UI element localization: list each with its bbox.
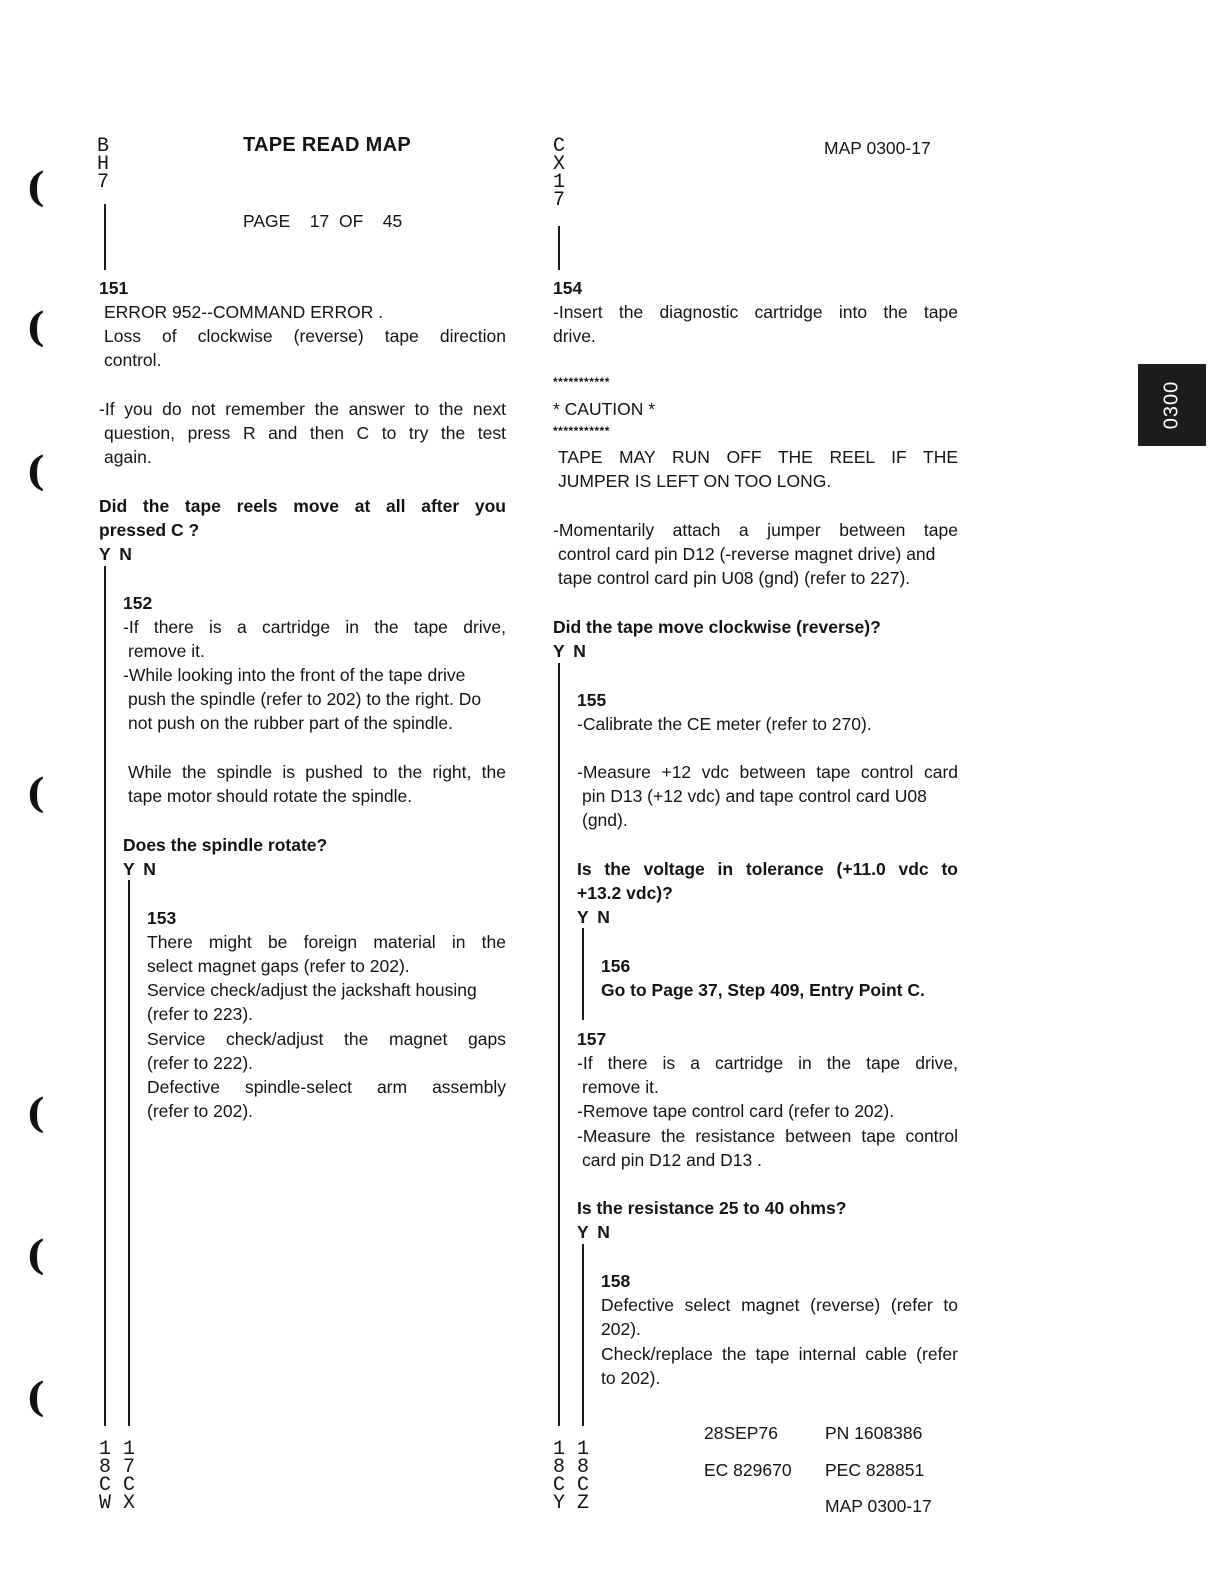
instruction: remove it. <box>128 641 205 661</box>
instruction: (refer to 222). <box>147 1053 254 1073</box>
question: pressed C ? <box>99 520 200 540</box>
flow-line <box>558 226 560 270</box>
question: Did the tape move clockwise (reverse)? <box>553 617 881 637</box>
revision-date: 28SEP76 <box>704 1423 778 1443</box>
flow-line <box>104 204 106 270</box>
step-152-number: 152 <box>123 593 153 613</box>
caution-border: *********** <box>553 375 610 389</box>
binder-mark: ( <box>26 1374 45 1421</box>
part-number: PN 1608386 <box>825 1423 923 1443</box>
pec-number: PEC 828851 <box>825 1460 925 1480</box>
binder-mark: ( <box>26 770 45 817</box>
yes-no-label: Y N <box>577 1222 610 1242</box>
instruction: -Calibrate the CE meter (refer to 270). <box>577 714 872 734</box>
instruction: Defective select magnet (reverse) (refer to <box>601 1295 958 1315</box>
instruction: push the spindle (refer to 202) to the right. Do <box>128 689 482 709</box>
instruction: 202). <box>601 1319 641 1339</box>
question: +13.2 vdc)? <box>577 883 673 903</box>
instruction: -If you do not remember the answer to the next <box>99 399 506 419</box>
caution-text: JUMPER IS LEFT ON TOO LONG. <box>558 471 832 491</box>
caution-label: * CAUTION * <box>553 399 656 419</box>
binder-mark: ( <box>26 1090 45 1137</box>
step-153-number: 153 <box>147 908 177 928</box>
yes-no-label: Y N <box>577 907 610 927</box>
instruction: There might be foreign material in the <box>147 932 506 952</box>
instruction: (refer to 202). <box>147 1101 254 1121</box>
instruction: Service check/adjust the magnet gaps <box>147 1029 506 1049</box>
binder-mark: ( <box>26 304 45 351</box>
step-155-number: 155 <box>577 690 607 710</box>
instruction: -Insert the diagnostic cartridge into the tape <box>553 302 958 322</box>
exit-tag: 1 8 C Z <box>577 1438 590 1515</box>
instruction: -Measure +12 vdc between tape control card <box>577 762 958 782</box>
yes-no-label: Y N <box>123 859 156 879</box>
instruction: (refer to 223). <box>147 1004 254 1024</box>
question: Does the spindle rotate? <box>123 835 328 855</box>
map-number-footer: MAP 0300-17 <box>825 1496 932 1516</box>
step-151-number: 151 <box>99 278 129 298</box>
error-description: control. <box>104 350 162 370</box>
section-tab: 0300 <box>1138 364 1206 446</box>
caution-border: *********** <box>553 424 610 438</box>
instruction: -If there is a cartridge in the tape drive, <box>123 617 506 637</box>
instruction: control card pin D12 (-reverse magnet drive) and <box>558 544 936 564</box>
instruction: -While looking into the front of the tape drive <box>123 665 466 685</box>
instruction: While the spindle is pushed to the right, the <box>128 762 506 782</box>
error-description: Loss of clockwise (reverse) tape direction <box>104 326 506 346</box>
step-158-number: 158 <box>601 1271 631 1291</box>
instruction: -If there is a cartridge in the tape drive, <box>577 1053 958 1073</box>
instruction: (gnd). <box>582 810 628 830</box>
yes-no-label: Y N <box>553 641 586 661</box>
instruction: Defective spindle-select arm assembly <box>147 1077 506 1097</box>
exit-tag: 1 8 C Y <box>553 1438 566 1515</box>
yes-no-label: Y N <box>99 544 132 564</box>
entry-tag-right: C X 1 7 <box>553 135 566 212</box>
instruction: not push on the rubber part of the spindle. <box>128 713 453 733</box>
question: Is the voltage in tolerance (+11.0 vdc to <box>577 859 958 879</box>
entry-tag-left: B H 7 <box>97 135 110 194</box>
error-text: ERROR 952--COMMAND ERROR . <box>104 302 384 322</box>
instruction: -Remove tape control card (refer to 202). <box>577 1101 895 1121</box>
instruction: -Momentarily attach a jumper between tape <box>553 520 958 540</box>
instruction: select magnet gaps (refer to 202). <box>147 956 410 976</box>
instruction: tape control card pin U08 (gnd) (refer to 227). <box>558 568 911 588</box>
instruction: -Measure the resistance between tape control <box>577 1126 958 1146</box>
step-156-number: 156 <box>601 956 631 976</box>
exit-tag: 1 8 C W <box>99 1438 112 1515</box>
instruction: card pin D12 and D13 . <box>582 1150 762 1170</box>
instruction: drive. <box>553 326 596 346</box>
question: Is the resistance 25 to 40 ohms? <box>577 1198 847 1218</box>
instruction: tape motor should rotate the spindle. <box>128 786 413 806</box>
exit-tag: 1 7 C X <box>123 1438 136 1515</box>
step-154-number: 154 <box>553 278 583 298</box>
question: Did the tape reels move at all after you <box>99 496 506 516</box>
instruction: question, press R and then C to try the test <box>104 423 506 443</box>
instruction: to 202). <box>601 1368 661 1388</box>
yes-flow-line <box>558 663 560 1426</box>
page-title: TAPE READ MAP <box>243 134 411 156</box>
goto-instruction: Go to Page 37, Step 409, Entry Point C. <box>601 980 925 1000</box>
caution-text: TAPE MAY RUN OFF THE REEL IF THE <box>558 447 958 467</box>
yes-flow-line <box>104 566 106 1426</box>
yes-flow-line <box>582 928 584 1020</box>
step-157-number: 157 <box>577 1029 607 1049</box>
yes-flow-line <box>128 880 130 1426</box>
binder-mark: ( <box>26 1232 45 1279</box>
page-indicator: PAGE 17 OF 45 <box>243 211 403 231</box>
map-number-header: MAP 0300-17 <box>824 138 931 158</box>
ec-number: EC 829670 <box>704 1460 792 1480</box>
instruction: again. <box>104 447 152 467</box>
instruction: Check/replace the tape internal cable (refer <box>601 1344 958 1364</box>
binder-mark: ( <box>26 448 45 495</box>
binder-mark: ( <box>26 164 45 211</box>
instruction: pin D13 (+12 vdc) and tape control card U08 <box>582 786 927 806</box>
instruction: Service check/adjust the jackshaft housing <box>147 980 477 1000</box>
instruction: remove it. <box>582 1077 659 1097</box>
yes-flow-line <box>582 1244 584 1426</box>
